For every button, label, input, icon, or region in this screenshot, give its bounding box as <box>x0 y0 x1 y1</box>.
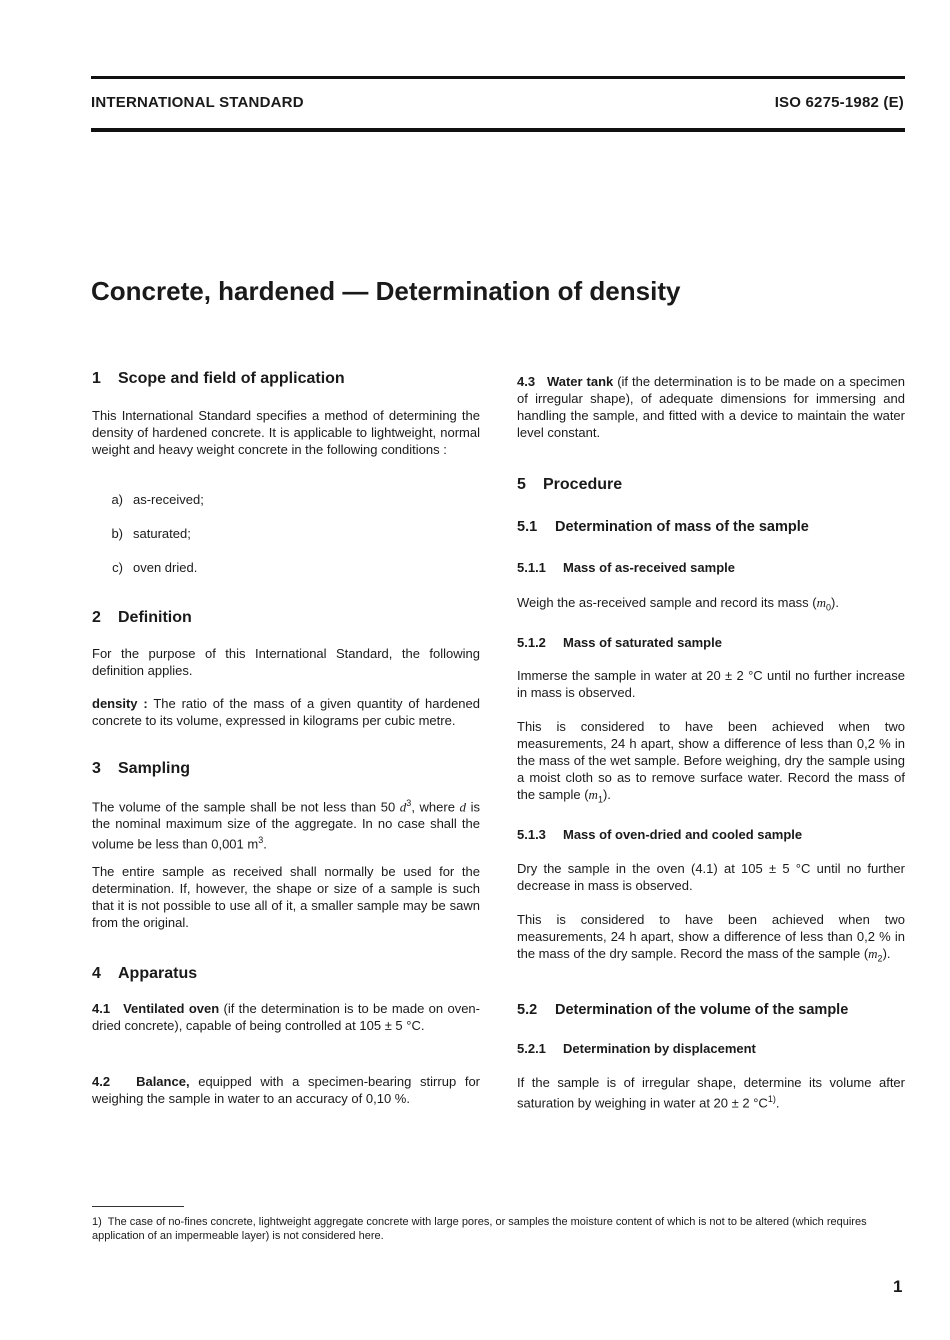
subsection-5-1-3-paragraph-2: This is considered to have been achieved when two measurements, 24 h apart, show a difference of less than 0,2 % in the mass of the dry sample. Record the mass of the sample $(m_2)$. <box>517 912 905 964</box>
apparatus-item-4-3: 4.3 Water tank (if the determination is to be made on a specimen of irregular shape), of adequate dimensions for immersing and handling the sample, and fitted with a device to maintain the water level constant. <box>517 374 905 440</box>
section-3-paragraph-1: The volume of the sample shall be not less than 50 $d^3$, where d is the nominal maximum size of the aggregate. In no case shall the volume be less than 0,001 $m^3$. <box>92 798 480 852</box>
subsection-5-1-2-paragraph-1: Immerse the sample in water at 20 ± 2 °C until no further increase in mass is observed. <box>517 668 905 700</box>
subsection-5-1-2 <box>517 635 905 650</box>
section-heading: 2 Definition <box>92 609 192 626</box>
section-3-paragraph-2: The entire sample as received shall normally be used for the determination. If, however, the shape or size of a sample is such that it is not possible to use all of it, a smaller sample may be sawn from the original. <box>92 864 480 930</box>
footnote: 1) The case of no-fines concrete, lightweight aggregate concrete with large pores, or samples the moisture content of which is not to be altered (which requires application of an impermeable layer) is not considered here. <box>92 1216 867 1242</box>
subsection-5-1-3-paragraph-1: Dry the sample in the oven (4.1) at 105 ± 5 °C until no further decrease in mass is observed. <box>517 861 905 893</box>
subsection-5-2-1 <box>517 1041 905 1056</box>
subsection-heading: 5.1 Determination of mass of the sample <box>517 519 809 535</box>
subsubsection-heading: 5.1.3 Mass of oven-dried and cooled sample <box>517 827 803 842</box>
definition-paragraph: density : The ratio of the mass of a given quantity of hardened concrete to its volume, expressed in kilograms per cubic metre. <box>92 696 480 728</box>
subsection-heading: 5.2 Determination of the volume of the sample <box>517 1002 849 1018</box>
document-title: Concrete, hardened — Determination of density <box>91 276 681 306</box>
subsubsection-heading: 5.2.1 Determination by displacement <box>517 1041 756 1056</box>
list-item: a) as-received; <box>111 492 204 507</box>
apparatus-item-4-2: 4.2 Balance, equipped with a specimen-bearing stirrup for weighing the sample in water to an accuracy of 0,10 %. <box>92 1074 481 1106</box>
subsection-5-1-1-paragraph: Weigh the as-received sample and record its mass $(m_0)$. <box>517 595 839 613</box>
header-top-rule <box>91 76 905 79</box>
subsubsection-heading: 5.1.1 Mass of as-received sample <box>517 560 735 575</box>
page-number: 1 <box>893 1277 903 1296</box>
header-standard-label: INTERNATIONAL STANDARD <box>91 94 304 111</box>
subsection-5-1-3 <box>517 827 905 842</box>
section-heading: 4 Apparatus <box>92 965 198 982</box>
definition-term: density : <box>92 696 148 711</box>
section-1-paragraph: This International Standard specifies a method of determining the density of hardened concrete. It is applicable to lightweight, normal weight and heavy weight concrete in the following conditions : <box>92 408 480 457</box>
header-document-number: ISO 6275-1982 (E) <box>774 94 904 111</box>
subsubsection-heading: 5.1.2 Mass of saturated sample <box>517 635 722 650</box>
subsection-5-1-2-paragraph-2: This is considered to have been achieved when two measurements, 24 h apart, show a difference of less than 0,2 % in the mass of the wet sample. Before weighing, dry the sample using a moist cloth so as to remove surface water. Record the mass of the sample $(m_1)$. <box>517 719 905 805</box>
section-heading: 3 Sampling <box>92 760 191 777</box>
subsection-5-1 <box>517 519 905 535</box>
section-2-paragraph: For the purpose of this International Standard, the following definition applies. <box>92 646 480 678</box>
section-2 <box>92 609 480 627</box>
section-3 <box>92 760 480 778</box>
footnote-rule <box>92 1206 184 1207</box>
apparatus-item-4-1: 4.1 Ventilated oven (if the determination is to be made on oven-dried concrete), capable of being controlled at 105 ± 5 °C. <box>92 1001 480 1033</box>
subsection-5-2 <box>517 1002 905 1018</box>
section-5 <box>517 476 905 494</box>
section-4 <box>92 965 480 983</box>
section-heading: 5 Procedure <box>517 476 623 493</box>
subsection-5-2-1-paragraph: If the sample is of irregular shape, determine its volume after saturation by weighing in water at 20 ± 2 $^\circ C^{1)}$. <box>517 1075 905 1111</box>
section-heading: 1 Scope and field of application <box>92 370 345 387</box>
subsection-5-1-1 <box>517 560 905 575</box>
list-item: b) saturated; <box>111 526 191 541</box>
header-bottom-rule <box>91 128 905 132</box>
section-1 <box>92 370 480 388</box>
list-item: c) oven dried. <box>112 560 198 575</box>
